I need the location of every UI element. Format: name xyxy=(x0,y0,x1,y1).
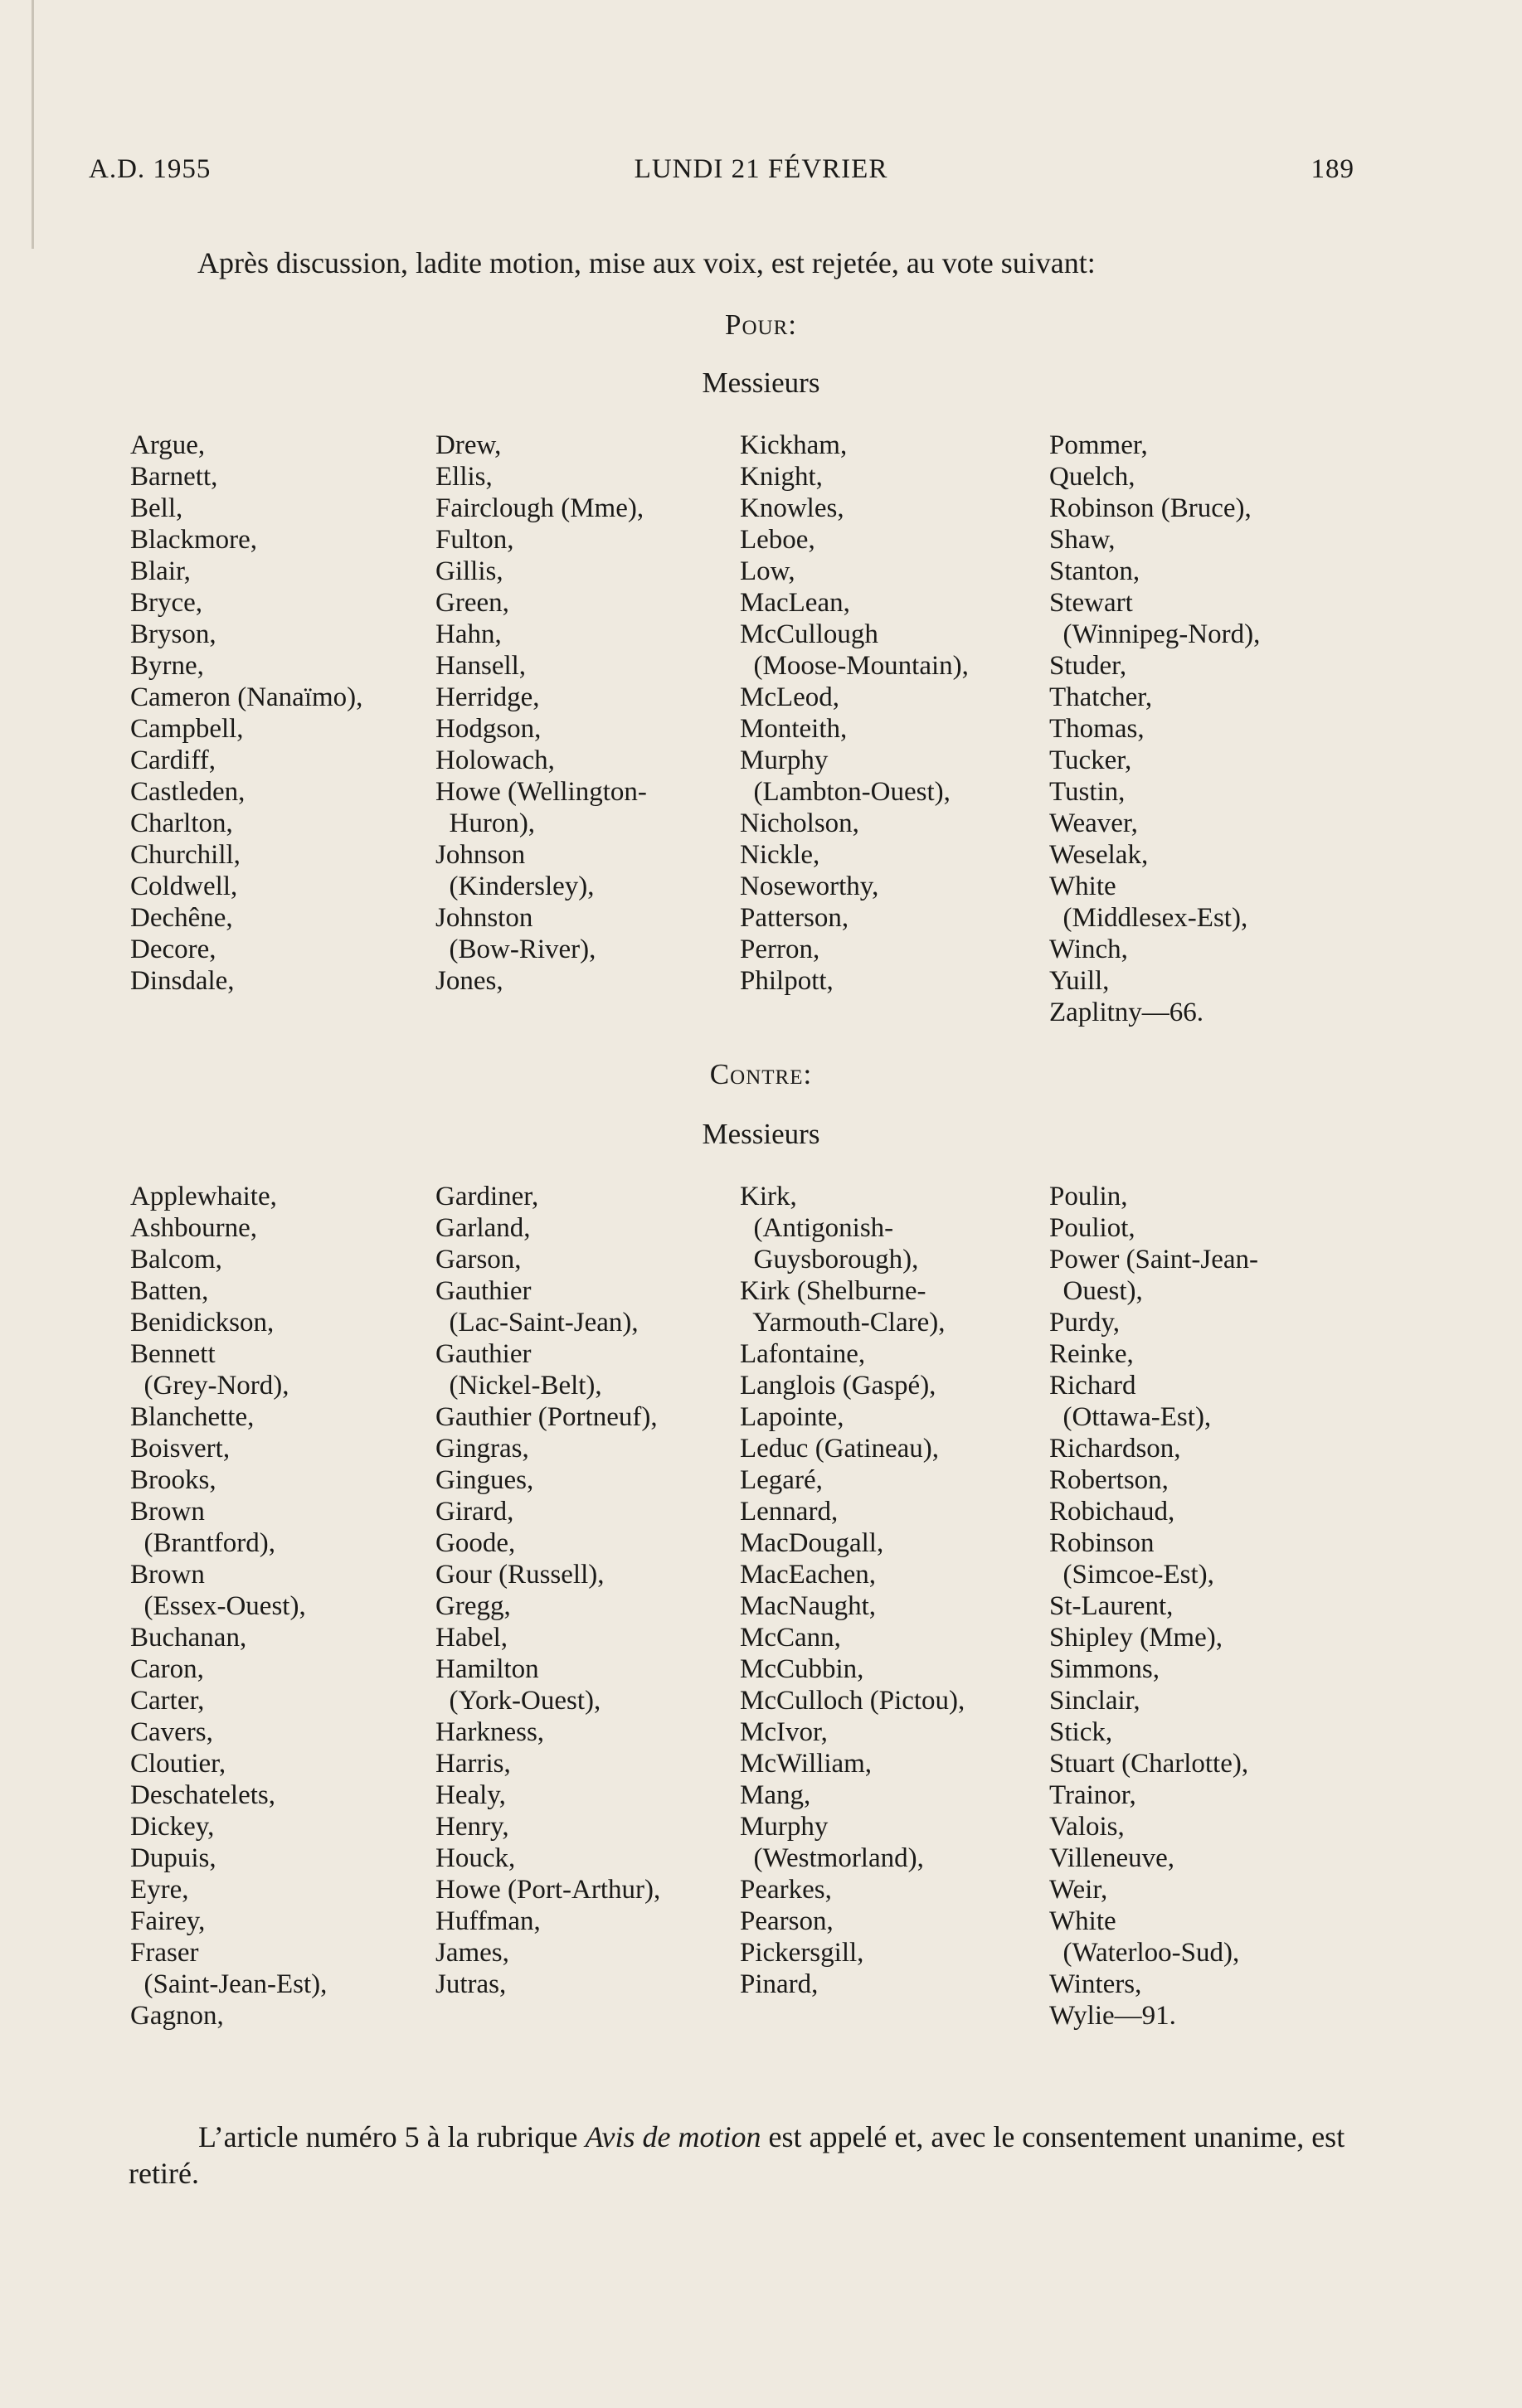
member-name: Huffman, xyxy=(435,1906,541,1936)
member-name: Poulin, xyxy=(1049,1182,1128,1211)
member-name: MacLean, xyxy=(740,588,850,618)
member-name: Buchanan, xyxy=(130,1623,247,1653)
member-name: Harris, xyxy=(435,1749,511,1779)
member-name: Power (Saint-Jean- xyxy=(1049,1245,1259,1274)
footer-italic: Avis de motion xyxy=(585,2120,761,2153)
member-name: Dupuis, xyxy=(130,1843,216,1873)
member-name: Gingras, xyxy=(435,1434,529,1464)
member-name: Sinclair, xyxy=(1049,1686,1140,1716)
member-name: Nicholson, xyxy=(740,808,859,838)
member-name: Herridge, xyxy=(435,682,540,712)
member-name: Henry, xyxy=(435,1812,509,1842)
member-name: Lapointe, xyxy=(740,1402,844,1432)
member-name: Shaw, xyxy=(1049,525,1116,555)
member-name: Simmons, xyxy=(1049,1654,1160,1684)
member-name: Bennett xyxy=(130,1339,216,1369)
intro-paragraph: Après discussion, ladite motion, mise aux voix, est rejetée, au vote suivant: xyxy=(197,246,1096,279)
member-name: Deschatelets, xyxy=(130,1780,276,1810)
member-name: Lafontaine, xyxy=(740,1339,866,1369)
contre-column xyxy=(1049,1181,1258,2032)
member-name: Ellis, xyxy=(435,462,493,492)
member-name: Ouest), xyxy=(1049,1276,1143,1306)
member-name: (Saint-Jean-Est), xyxy=(130,1969,328,1999)
pour-subheading: Messieurs xyxy=(702,367,820,399)
member-name: McIvor, xyxy=(740,1717,828,1747)
contre-heading: Contre: xyxy=(709,1058,813,1090)
member-name: Howe (Wellington- xyxy=(435,777,647,807)
member-name: Gagnon, xyxy=(130,2001,224,2031)
member-name: Johnston xyxy=(435,903,533,933)
member-name: Cameron (Nanaïmo), xyxy=(130,682,363,712)
member-name: Weaver, xyxy=(1049,808,1138,838)
contre-column xyxy=(435,1181,660,2000)
member-name: Murphy xyxy=(740,745,829,775)
member-name: Gillis, xyxy=(435,556,503,586)
member-name: Bell, xyxy=(130,493,183,523)
member-name: Hamilton xyxy=(435,1654,539,1684)
member-name: Barnett, xyxy=(130,462,218,492)
member-name: Stewart xyxy=(1049,588,1133,618)
member-name: (Grey-Nord), xyxy=(130,1371,289,1401)
member-name: McLeod, xyxy=(740,682,840,712)
member-name: (Kindersley), xyxy=(435,871,595,901)
member-name: (Westmorland), xyxy=(740,1843,924,1873)
member-name: MacDougall, xyxy=(740,1528,884,1558)
member-name: (Nickel-Belt), xyxy=(435,1371,602,1401)
member-name: Knowles, xyxy=(740,493,844,523)
member-name: Pearkes, xyxy=(740,1875,832,1905)
member-name: Lennard, xyxy=(740,1497,839,1527)
member-name: Gardiner, xyxy=(435,1182,539,1211)
member-name: McCullough xyxy=(740,619,878,649)
member-name: (Brantford), xyxy=(130,1528,276,1558)
member-name: (Winnipeg-Nord), xyxy=(1049,619,1261,649)
member-name: Cardiff, xyxy=(130,745,216,775)
member-name: Noseworthy, xyxy=(740,871,879,901)
footer-text-after: est appelé et, avec le consentement unanime, est retiré. xyxy=(129,2120,1345,2190)
contre-column xyxy=(130,1181,327,2032)
member-name: Trainor, xyxy=(1049,1780,1136,1810)
member-name: Low, xyxy=(740,556,795,586)
member-name: (Antigonish- xyxy=(740,1213,894,1243)
member-name: Cavers, xyxy=(130,1717,213,1747)
member-name: Hansell, xyxy=(435,651,527,681)
member-name: Patterson, xyxy=(740,903,849,933)
member-name: McWilliam, xyxy=(740,1749,873,1779)
pour-heading: Pour: xyxy=(725,308,797,341)
member-name: Balcom, xyxy=(130,1245,222,1274)
member-name: Tucker, xyxy=(1049,745,1132,775)
member-name: (York-Ouest), xyxy=(435,1686,601,1716)
member-name: Pearson, xyxy=(740,1906,834,1936)
member-name: Hahn, xyxy=(435,619,502,649)
member-name: Weselak, xyxy=(1049,840,1149,870)
member-name: Blair, xyxy=(130,556,191,586)
member-name: Huron), xyxy=(435,808,536,838)
page-header xyxy=(0,154,1522,196)
member-name: Girard, xyxy=(435,1497,514,1527)
member-name: Nickle, xyxy=(740,840,820,870)
member-name: Batten, xyxy=(130,1276,209,1306)
member-name: Garson, xyxy=(435,1245,522,1274)
member-name: Villeneuve, xyxy=(1049,1843,1175,1873)
member-name: Howe (Port-Arthur), xyxy=(435,1875,661,1905)
member-name: Yuill, xyxy=(1049,966,1110,996)
header-date: LUNDI 21 FÉVRIER xyxy=(634,154,888,184)
member-name: Stanton, xyxy=(1049,556,1140,586)
member-name: Robinson xyxy=(1049,1528,1155,1558)
member-name: Boisvert, xyxy=(130,1434,231,1464)
member-name: Pouliot, xyxy=(1049,1213,1135,1243)
member-name: Stuart (Charlotte), xyxy=(1049,1749,1249,1779)
member-name: Argue, xyxy=(130,430,206,460)
member-name: (Bow-River), xyxy=(435,935,596,964)
member-name: MacEachen, xyxy=(740,1560,876,1590)
member-name: Dickey, xyxy=(130,1812,215,1842)
member-name: Johnson xyxy=(435,840,526,870)
member-name: Green, xyxy=(435,588,509,618)
member-name: Perron, xyxy=(740,935,820,964)
member-name: (Lambton-Ouest), xyxy=(740,777,951,807)
member-name: Gregg, xyxy=(435,1591,511,1621)
member-name: Gauthier (Portneuf), xyxy=(435,1402,658,1432)
member-name: Winch, xyxy=(1049,935,1128,964)
member-name: Hodgson, xyxy=(435,714,542,744)
member-name: Blackmore, xyxy=(130,525,258,555)
member-name: Murphy xyxy=(740,1812,829,1842)
member-name: Carter, xyxy=(130,1686,205,1716)
member-name: Houck, xyxy=(435,1843,516,1873)
member-name: Coldwell, xyxy=(130,871,238,901)
member-name: (Middlesex-Est), xyxy=(1049,903,1248,933)
member-name: Gingues, xyxy=(435,1465,534,1495)
member-name: Wylie—91. xyxy=(1049,2001,1176,2031)
member-name: Kirk, xyxy=(740,1182,797,1211)
member-name: Stick, xyxy=(1049,1717,1113,1747)
member-name: Charlton, xyxy=(130,808,233,838)
member-name: Healy, xyxy=(435,1780,506,1810)
member-name: Winters, xyxy=(1049,1969,1142,1999)
member-name: Gour (Russell), xyxy=(435,1560,605,1590)
member-name: Knight, xyxy=(740,462,823,492)
member-name: McCann, xyxy=(740,1623,841,1653)
member-name: Byrne, xyxy=(130,651,204,681)
member-name: (Ottawa-Est), xyxy=(1049,1402,1212,1432)
member-name: Mang, xyxy=(740,1780,811,1810)
member-name: Fraser xyxy=(130,1938,199,1968)
member-name: Guysborough), xyxy=(740,1245,919,1274)
member-name: St-Laurent, xyxy=(1049,1591,1174,1621)
member-name: Reinke, xyxy=(1049,1339,1134,1369)
member-name: Thomas, xyxy=(1049,714,1145,744)
member-name: Ashbourne, xyxy=(130,1213,258,1243)
member-name: Dechêne, xyxy=(130,903,233,933)
member-name: Leduc (Gatineau), xyxy=(740,1434,940,1464)
member-name: Drew, xyxy=(435,430,502,460)
member-name: Fulton, xyxy=(435,525,514,555)
member-name: Purdy, xyxy=(1049,1308,1120,1338)
member-name: Goode, xyxy=(435,1528,516,1558)
pour-column xyxy=(435,430,647,997)
page-number: 189 xyxy=(1310,154,1354,184)
member-name: Thatcher, xyxy=(1049,682,1153,712)
member-name: Decore, xyxy=(130,935,216,964)
member-name: Pommer, xyxy=(1049,430,1148,460)
member-name: Brooks, xyxy=(130,1465,216,1495)
member-name: Zaplitny—66. xyxy=(1049,998,1204,1027)
member-name: White xyxy=(1049,1906,1116,1936)
footer-text-before: L’article numéro 5 à la rubrique xyxy=(198,2120,586,2153)
member-name: Bryson, xyxy=(130,619,216,649)
member-name: Campbell, xyxy=(130,714,244,744)
member-name: Monteith, xyxy=(740,714,848,744)
member-name: Gauthier xyxy=(435,1276,532,1306)
member-name: Bryce, xyxy=(130,588,203,618)
member-name: (Lac-Saint-Jean), xyxy=(435,1308,639,1338)
member-name: McCubbin, xyxy=(740,1654,864,1684)
member-name: Weir, xyxy=(1049,1875,1108,1905)
pour-column xyxy=(1049,430,1260,1028)
member-name: Churchill, xyxy=(130,840,241,870)
member-name: Applewhaite, xyxy=(130,1182,277,1211)
member-name: Robinson (Bruce), xyxy=(1049,493,1252,523)
member-name: Eyre, xyxy=(130,1875,189,1905)
member-name: MacNaught, xyxy=(740,1591,877,1621)
member-name: (Waterloo-Sud), xyxy=(1049,1938,1240,1968)
member-name: Pinard, xyxy=(740,1969,819,1999)
member-name: McCulloch (Pictou), xyxy=(740,1686,965,1716)
member-name: Pickersgill, xyxy=(740,1938,864,1968)
member-name: Leboe, xyxy=(740,525,815,555)
member-name: (Essex-Ouest), xyxy=(130,1591,306,1621)
member-name: Legaré, xyxy=(740,1465,823,1495)
member-name: Valois, xyxy=(1049,1812,1125,1842)
contre-column xyxy=(740,1181,965,2000)
member-name: Kickham, xyxy=(740,430,848,460)
member-name: Robichaud, xyxy=(1049,1497,1175,1527)
member-name: Robertson, xyxy=(1049,1465,1169,1495)
member-name: Fairclough (Mme), xyxy=(435,493,644,523)
member-name: Yarmouth-Clare), xyxy=(740,1308,946,1338)
member-name: Shipley (Mme), xyxy=(1049,1623,1223,1653)
contre-subheading: Messieurs xyxy=(702,1118,820,1150)
member-name: Habel, xyxy=(435,1623,508,1653)
member-name: Kirk (Shelburne- xyxy=(740,1276,926,1306)
member-name: Fairey, xyxy=(130,1906,206,1936)
member-name: Holowach, xyxy=(435,745,555,775)
member-name: Jones, xyxy=(435,966,503,996)
member-name: Brown xyxy=(130,1497,205,1527)
footer-paragraph xyxy=(129,2119,1356,2192)
member-name: Benidickson, xyxy=(130,1308,275,1338)
header-year: A.D. 1955 xyxy=(89,154,212,184)
member-name: James, xyxy=(435,1938,509,1968)
member-name: Brown xyxy=(130,1560,205,1590)
member-name: Jutras, xyxy=(435,1969,507,1999)
member-name: Tustin, xyxy=(1049,777,1126,807)
member-name: Langlois (Gaspé), xyxy=(740,1371,936,1401)
member-name: White xyxy=(1049,871,1116,901)
member-name: Dinsdale, xyxy=(130,966,235,996)
member-name: Blanchette, xyxy=(130,1402,255,1432)
member-name: Castleden, xyxy=(130,777,246,807)
member-name: Garland, xyxy=(435,1213,531,1243)
member-name: Cloutier, xyxy=(130,1749,226,1779)
member-name: (Moose-Mountain), xyxy=(740,651,969,681)
member-name: Studer, xyxy=(1049,651,1127,681)
pour-column xyxy=(130,430,362,997)
member-name: Richard xyxy=(1049,1371,1136,1401)
member-name: Harkness, xyxy=(435,1717,545,1747)
pour-column xyxy=(740,430,969,997)
member-name: Caron, xyxy=(130,1654,204,1684)
member-name: Philpott, xyxy=(740,966,834,996)
member-name: Gauthier xyxy=(435,1339,532,1369)
member-name: Richardson, xyxy=(1049,1434,1181,1464)
member-name: (Simcoe-Est), xyxy=(1049,1560,1214,1590)
member-name: Quelch, xyxy=(1049,462,1135,492)
